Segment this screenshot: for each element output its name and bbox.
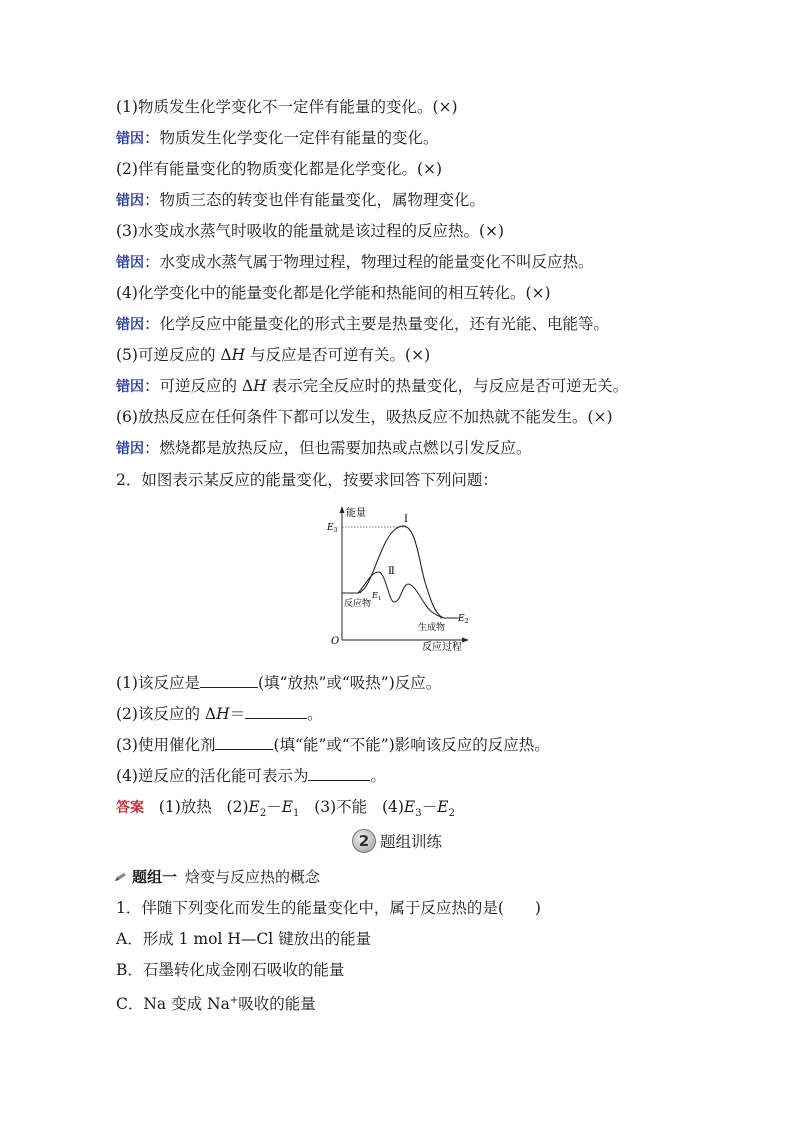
subq-4: (4)逆反应的活化能可表示为 。 [116,767,386,785]
answer-line: 答案 (1)放热 $(2)E_2-E_1$ (3)不能 $(4)E_3-E_2$ [116,798,455,820]
y-axis-label: 能量 [346,508,366,519]
origin-label: O [331,636,340,647]
subq-2: (2)该反应的 ΔH＝ 。 [116,705,323,723]
e1-label: $E_1$ [372,591,382,602]
reason-5: 错因：可逆反应的 ΔH 表示完全反应时的热量变化，与反应是否可逆无关。 [116,377,629,395]
section-title: 2 题组训练 [352,829,442,853]
reason-label: 错因 [116,193,144,209]
mc-option-c: C．Na 变成 Na+吸收的能量 [116,995,316,1014]
item-4: (4)化学变化中的能量变化都是化学能和热能间的相互转化。(×) [116,284,551,302]
reason-2: 错因：物质三态的转变也伴有能量变化，属物理变化。 [116,191,486,209]
x-axis-label: 反应过程 [422,642,462,652]
mc-option-a: A．形成 1 mol H—Cl 键放出的能量 [116,930,372,948]
reason-3: 错因：水变成水蒸气属于物理过程，物理过程的能量变化不叫反应热。 [116,253,594,271]
reason-label: 错因 [116,131,144,147]
answer-blank[interactable] [200,673,258,688]
reason-label: 错因 [116,255,144,271]
reactant-label: 反应物 [344,599,372,609]
mc-question: 1．伴随下列变化而发生的能量变化中，属于反应热的是( ) [116,899,541,917]
e2-label: $E_2$ [458,614,469,625]
section-number-badge: 2 [352,829,376,853]
question-2: 2．如图表示某反应的能量变化，按要求回答下列问题： [116,471,498,489]
item-2: (2)伴有能量变化的物质变化都是化学变化。(×) [116,160,443,178]
curve-1-label: Ⅰ [404,514,408,525]
energy-diagram [312,502,482,652]
answer-blank[interactable] [245,704,307,719]
answer-blank[interactable] [308,766,370,781]
group-title: 题组一 焓变与反应热的概念 [114,866,320,887]
y-axis-arrow [340,506,345,513]
subq-3: (3)使用催化剂 (填“能”或“不能”)影响该反应的反应热。 [116,736,550,754]
item-5: (5)可逆反应的 ΔH 与反应是否可逆有关。(×) [116,346,431,364]
reason-label: 错因 [116,379,144,395]
product-label: 生成物 [418,623,446,633]
answer-label: 答案 [116,800,144,816]
item-6: (6)放热反应在任何条件下都可以发生，吸热反应不加热就不能发生。(×) [116,408,613,426]
answer-blank[interactable] [215,735,273,750]
reason-1: 错因：物质发生化学变化一定伴有能量的变化。 [116,129,439,147]
subq-1: (1)该反应是 (填“放热”或“吸热”)反应。 [116,674,442,692]
reason-label: 错因 [116,441,144,457]
reason-4: 错因：化学反应中能量变化的形式主要是热量变化，还有光能、电能等。 [116,315,610,333]
x-axis-arrow [462,638,469,643]
item-3: (3)水变成水蒸气时吸收的能量就是该过程的反应热。(×) [116,222,505,240]
mc-option-b: B．石墨转化成金刚石吸收的能量 [116,961,345,979]
item-1: (1)物质发生化学变化不一定伴有能量的变化。(×) [116,98,458,116]
curve-2 [358,572,444,618]
reason-6: 错因：燃烧都是放热反应，但也需要加热或点燃以引发反应。 [116,439,532,457]
e3-label: $E_3$ [327,523,338,534]
reason-label: 错因 [116,317,144,333]
curve-2-label: Ⅱ [388,566,395,577]
pencil-icon [114,872,128,882]
